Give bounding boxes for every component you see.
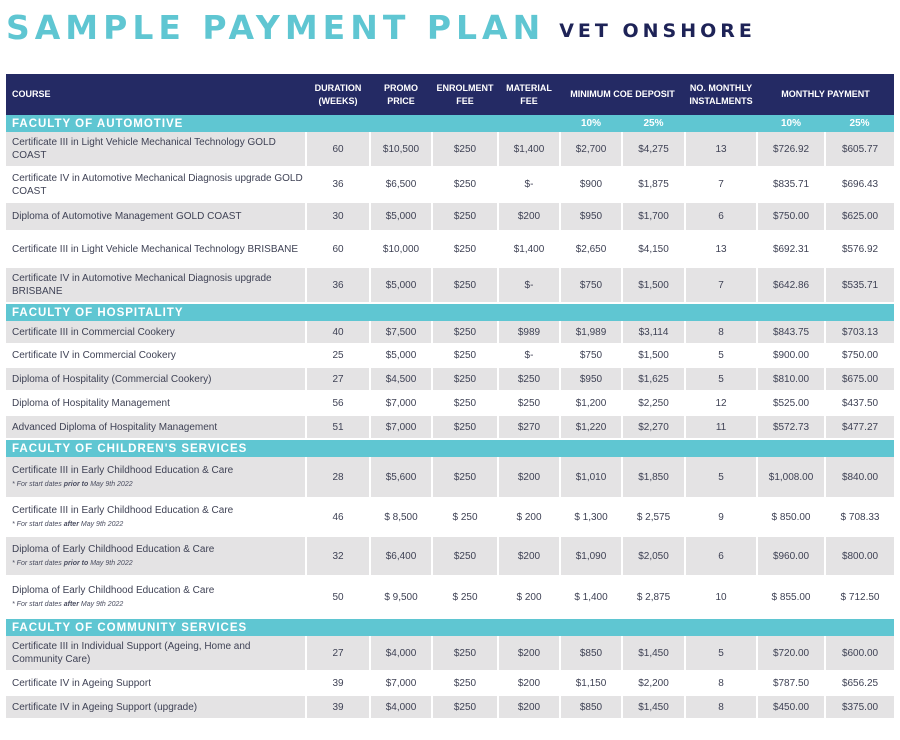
- dep25-cell: $1,500: [622, 267, 685, 303]
- m25-cell: $656.25: [825, 671, 894, 695]
- table-row: [6, 498, 894, 536]
- header-enrolment: ENROLMENT FEE: [432, 74, 498, 115]
- m10-cell: $900.00: [757, 344, 825, 367]
- table-row: [6, 457, 894, 498]
- table-row: [6, 231, 894, 267]
- promo-cell: $7,000: [370, 415, 432, 439]
- m25-cell: $437.50: [825, 391, 894, 415]
- inst-cell: 7: [685, 167, 757, 202]
- course-name-cell: [6, 415, 306, 439]
- course-name-cell: [6, 267, 306, 303]
- material-cell: $1,400: [498, 132, 560, 167]
- dep10-cell: $1,010: [560, 457, 622, 498]
- faculty-spacer: [685, 115, 757, 132]
- header-deposit: MINIMUM COE DEPOSIT: [560, 74, 685, 115]
- material-cell: $-: [498, 344, 560, 367]
- dep25-cell: $1,625: [622, 367, 685, 391]
- promo-cell: $5,000: [370, 202, 432, 231]
- page-title: [6, 2, 756, 48]
- dep10-cell: $850: [560, 636, 622, 671]
- duration-cell: 46: [306, 498, 370, 536]
- inst-cell: 10: [685, 576, 757, 618]
- material-cell: $200: [498, 636, 560, 671]
- course-name-cell: [6, 132, 306, 167]
- dep10-cell: $900: [560, 167, 622, 202]
- material-cell: $200: [498, 202, 560, 231]
- promo-cell: $7,000: [370, 391, 432, 415]
- monthly-p10b-label: 10%: [757, 115, 825, 132]
- dep10-cell: $750: [560, 267, 622, 303]
- table-row: [6, 415, 894, 439]
- faculty-name: FACULTY OF HOSPITALITY: [6, 303, 894, 321]
- duration-cell: 39: [306, 671, 370, 695]
- note-prefix: * For start dates: [12, 521, 64, 528]
- m10-cell: $692.31: [757, 231, 825, 267]
- course-name-cell: [6, 321, 306, 344]
- course-name-cell: [6, 671, 306, 695]
- faculty-header-automotive: [6, 115, 894, 132]
- faculty-header-childrens: [6, 439, 894, 457]
- promo-cell: $5,600: [370, 457, 432, 498]
- table-row: [6, 202, 894, 231]
- material-cell: $200: [498, 457, 560, 498]
- table-body: [6, 115, 894, 719]
- promo-cell: $ 8,500: [370, 498, 432, 536]
- m10-cell: $810.00: [757, 367, 825, 391]
- dep10-cell: $950: [560, 202, 622, 231]
- course-name-cell: [6, 231, 306, 267]
- course-name: Certificate III in Early Childhood Education & Care: [12, 465, 234, 476]
- m10-cell: $ 850.00: [757, 498, 825, 536]
- material-cell: $200: [498, 536, 560, 576]
- course-name: Diploma of Automotive Management GOLD COAST: [12, 211, 242, 222]
- promo-cell: $4,000: [370, 636, 432, 671]
- course-note: [12, 558, 303, 569]
- note-suffix: May 9th 2022: [78, 601, 124, 608]
- table-row: [6, 132, 894, 167]
- m10-cell: $960.00: [757, 536, 825, 576]
- enrol-cell: $250: [432, 457, 498, 498]
- dep10-cell: $2,700: [560, 132, 622, 167]
- inst-cell: 13: [685, 231, 757, 267]
- m10-cell: $843.75: [757, 321, 825, 344]
- enrol-cell: $250: [432, 202, 498, 231]
- promo-cell: $10,500: [370, 132, 432, 167]
- enrol-cell: $250: [432, 167, 498, 202]
- course-name: Advanced Diploma of Hospitality Management: [12, 421, 218, 433]
- course-name-cell: [6, 344, 306, 367]
- m10-cell: $642.86: [757, 267, 825, 303]
- inst-cell: 6: [685, 202, 757, 231]
- m25-cell: $840.00: [825, 457, 894, 498]
- m25-cell: $ 712.50: [825, 576, 894, 618]
- material-cell: $270: [498, 415, 560, 439]
- faculty-name: FACULTY OF AUTOMOTIVE: [6, 115, 306, 132]
- duration-cell: 60: [306, 231, 370, 267]
- duration-cell: 36: [306, 267, 370, 303]
- course-name: Diploma of Hospitality Management: [12, 397, 170, 409]
- dep10-cell: $850: [560, 695, 622, 719]
- inst-cell: 5: [685, 457, 757, 498]
- m25-cell: $703.13: [825, 321, 894, 344]
- material-cell: $ 200: [498, 576, 560, 618]
- course-name-cell: [6, 695, 306, 719]
- faculty-spacer: [306, 115, 560, 132]
- course-name-cell: [6, 636, 306, 671]
- inst-cell: 5: [685, 636, 757, 671]
- header-promo: PROMO PRICE: [370, 74, 432, 115]
- note-emphasis: prior to: [63, 560, 89, 567]
- material-cell: $250: [498, 391, 560, 415]
- course-name: Certificate IV in Automotive Mechanical Diagnosis upgrade GOLD COAST: [12, 172, 303, 197]
- faculty-header-hospitality: [6, 303, 894, 321]
- inst-cell: 7: [685, 267, 757, 303]
- enrol-cell: $250: [432, 267, 498, 303]
- m25-cell: $605.77: [825, 132, 894, 167]
- promo-cell: $6,500: [370, 167, 432, 202]
- course-name: Diploma of Early Childhood Education & Care: [12, 544, 215, 555]
- course-name: Diploma of Early Childhood Education & Care: [12, 585, 215, 596]
- inst-cell: 8: [685, 695, 757, 719]
- title-sub: VET ONSHORE: [559, 20, 756, 42]
- enrol-cell: $250: [432, 391, 498, 415]
- enrol-cell: $ 250: [432, 498, 498, 536]
- duration-cell: 27: [306, 367, 370, 391]
- duration-cell: 30: [306, 202, 370, 231]
- duration-cell: 51: [306, 415, 370, 439]
- enrol-cell: $250: [432, 415, 498, 439]
- table-row: [6, 321, 894, 344]
- m25-cell: $675.00: [825, 367, 894, 391]
- m25-cell: $576.92: [825, 231, 894, 267]
- course-name-cell: [6, 498, 306, 536]
- course-name: Certificate IV in Automotive Mechanical Diagnosis upgrade BRISBANE: [12, 273, 272, 297]
- table-row: [6, 695, 894, 719]
- dep10-cell: $1,200: [560, 391, 622, 415]
- promo-cell: $5,000: [370, 344, 432, 367]
- dep10-cell: $1,150: [560, 671, 622, 695]
- material-cell: $-: [498, 267, 560, 303]
- note-emphasis: after: [63, 521, 79, 528]
- dep25-cell: $ 2,875: [622, 576, 685, 618]
- course-name: Certificate III in Light Vehicle Mechanical Technology GOLD COAST: [12, 137, 276, 161]
- dep25-cell: $1,500: [622, 344, 685, 367]
- header-row: [6, 74, 894, 115]
- note-suffix: May 9th 2022: [88, 481, 133, 488]
- course-name-cell: [6, 202, 306, 231]
- material-cell: $1,400: [498, 231, 560, 267]
- course-name-cell: [6, 367, 306, 391]
- faculty-name: FACULTY OF COMMUNITY SERVICES: [6, 618, 894, 636]
- payment-plan-table: [6, 74, 894, 720]
- dep25-cell: $1,450: [622, 636, 685, 671]
- note-emphasis: prior to: [63, 481, 89, 488]
- promo-cell: $5,000: [370, 267, 432, 303]
- material-cell: $200: [498, 671, 560, 695]
- m25-cell: $375.00: [825, 695, 894, 719]
- inst-cell: 12: [685, 391, 757, 415]
- enrol-cell: $250: [432, 344, 498, 367]
- dep10-cell: $950: [560, 367, 622, 391]
- header-course: COURSE: [6, 74, 306, 115]
- dep25-cell: $3,114: [622, 321, 685, 344]
- table-row: [6, 576, 894, 618]
- m25-cell: $800.00: [825, 536, 894, 576]
- course-name: Certificate IV in Ageing Support: [12, 677, 151, 689]
- enrol-cell: $250: [432, 367, 498, 391]
- header-instalments: NO. MONTHLY INSTALMENTS: [685, 74, 757, 115]
- course-name-cell: [6, 536, 306, 576]
- dep10-cell: $1,090: [560, 536, 622, 576]
- faculty-header-community: [6, 618, 894, 636]
- enrol-cell: $250: [432, 536, 498, 576]
- m10-cell: $ 855.00: [757, 576, 825, 618]
- course-note: [12, 599, 303, 610]
- monthly-p25b-label: 25%: [825, 115, 894, 132]
- note-suffix: May 9th 2022: [88, 560, 133, 567]
- duration-cell: 50: [306, 576, 370, 618]
- enrol-cell: $250: [432, 636, 498, 671]
- m25-cell: $ 708.33: [825, 498, 894, 536]
- duration-cell: 32: [306, 536, 370, 576]
- material-cell: $250: [498, 367, 560, 391]
- title-main: SAMPLE PAYMENT PLAN: [6, 8, 546, 47]
- dep10-cell: $ 1,300: [560, 498, 622, 536]
- dep10-cell: $2,650: [560, 231, 622, 267]
- m10-cell: $726.92: [757, 132, 825, 167]
- course-name: Certificate IV in Commercial Cookery: [12, 350, 176, 361]
- enrol-cell: $250: [432, 321, 498, 344]
- table-row: [6, 344, 894, 367]
- dep25-cell: $2,270: [622, 415, 685, 439]
- m10-cell: $525.00: [757, 391, 825, 415]
- inst-cell: 8: [685, 671, 757, 695]
- table-row: [6, 167, 894, 202]
- m10-cell: $450.00: [757, 695, 825, 719]
- dep25-cell: $1,700: [622, 202, 685, 231]
- duration-cell: 40: [306, 321, 370, 344]
- m10-cell: $572.73: [757, 415, 825, 439]
- material-cell: $200: [498, 695, 560, 719]
- dep10-cell: $1,989: [560, 321, 622, 344]
- deposit-p25-label: 25%: [622, 115, 685, 132]
- m25-cell: $750.00: [825, 344, 894, 367]
- table-row: [6, 536, 894, 576]
- course-name: Certificate IV in Ageing Support (upgrade): [12, 701, 198, 713]
- dep25-cell: $2,250: [622, 391, 685, 415]
- m25-cell: $600.00: [825, 636, 894, 671]
- m25-cell: $477.27: [825, 415, 894, 439]
- note-emphasis: after: [63, 601, 79, 608]
- inst-cell: 8: [685, 321, 757, 344]
- promo-cell: $7,000: [370, 671, 432, 695]
- inst-cell: 9: [685, 498, 757, 536]
- note-prefix: * For start dates: [12, 481, 64, 488]
- m10-cell: $787.50: [757, 671, 825, 695]
- duration-cell: 60: [306, 132, 370, 167]
- course-note: [12, 479, 303, 490]
- material-cell: $-: [498, 167, 560, 202]
- note-suffix: May 9th 2022: [78, 521, 124, 528]
- header-duration: DURATION (WEEKS): [306, 74, 370, 115]
- enrol-cell: $250: [432, 231, 498, 267]
- duration-cell: 36: [306, 167, 370, 202]
- inst-cell: 13: [685, 132, 757, 167]
- inst-cell: 6: [685, 536, 757, 576]
- enrol-cell: $ 250: [432, 576, 498, 618]
- m10-cell: $835.71: [757, 167, 825, 202]
- duration-cell: 39: [306, 695, 370, 719]
- m25-cell: $696.43: [825, 167, 894, 202]
- table-row: [6, 671, 894, 695]
- course-name: Certificate III in Early Childhood Education & Care: [12, 505, 234, 516]
- enrol-cell: $250: [432, 695, 498, 719]
- m25-cell: $535.71: [825, 267, 894, 303]
- promo-cell: $7,500: [370, 321, 432, 344]
- header-material: MATERIAL FEE: [498, 74, 560, 115]
- table-row: [6, 267, 894, 303]
- material-cell: $ 200: [498, 498, 560, 536]
- course-name-cell: [6, 167, 306, 202]
- m10-cell: $1,008.00: [757, 457, 825, 498]
- note-prefix: * For start dates: [12, 601, 64, 608]
- dep25-cell: $ 2,575: [622, 498, 685, 536]
- duration-cell: 28: [306, 457, 370, 498]
- faculty-name: FACULTY OF CHILDREN'S SERVICES: [6, 439, 894, 457]
- dep25-cell: $4,150: [622, 231, 685, 267]
- dep25-cell: $2,050: [622, 536, 685, 576]
- course-name: Certificate III in Commercial Cookery: [12, 326, 175, 338]
- inst-cell: 5: [685, 344, 757, 367]
- dep10-cell: $ 1,400: [560, 576, 622, 618]
- table-row: [6, 367, 894, 391]
- promo-cell: $10,000: [370, 231, 432, 267]
- dep25-cell: $1,450: [622, 695, 685, 719]
- promo-cell: $4,000: [370, 695, 432, 719]
- enrol-cell: $250: [432, 132, 498, 167]
- promo-cell: $4,500: [370, 367, 432, 391]
- inst-cell: 11: [685, 415, 757, 439]
- dep10-cell: $750: [560, 344, 622, 367]
- course-name-cell: [6, 576, 306, 618]
- duration-cell: 25: [306, 344, 370, 367]
- header-monthly: MONTHLY PAYMENT: [757, 74, 894, 115]
- course-note: [12, 519, 303, 530]
- deposit-p10-label: 10%: [560, 115, 622, 132]
- m10-cell: $750.00: [757, 202, 825, 231]
- course-name: Certificate III in Individual Support (Ageing, Home and Community Care): [12, 641, 251, 665]
- dep25-cell: $4,275: [622, 132, 685, 167]
- m10-cell: $720.00: [757, 636, 825, 671]
- dep10-cell: $1,220: [560, 415, 622, 439]
- promo-cell: $ 9,500: [370, 576, 432, 618]
- course-name: Certificate III in Light Vehicle Mechanical Technology BRISBANE: [12, 243, 299, 255]
- dep25-cell: $1,850: [622, 457, 685, 498]
- m25-cell: $625.00: [825, 202, 894, 231]
- promo-cell: $6,400: [370, 536, 432, 576]
- material-cell: $989: [498, 321, 560, 344]
- duration-cell: 27: [306, 636, 370, 671]
- inst-cell: 5: [685, 367, 757, 391]
- table-row: [6, 636, 894, 671]
- course-name: Diploma of Hospitality (Commercial Cookery): [12, 373, 212, 385]
- dep25-cell: $1,875: [622, 167, 685, 202]
- table-row: [6, 391, 894, 415]
- course-name-cell: [6, 457, 306, 498]
- duration-cell: 56: [306, 391, 370, 415]
- enrol-cell: $250: [432, 671, 498, 695]
- dep25-cell: $2,200: [622, 671, 685, 695]
- note-prefix: * For start dates: [12, 560, 64, 567]
- course-name-cell: [6, 391, 306, 415]
